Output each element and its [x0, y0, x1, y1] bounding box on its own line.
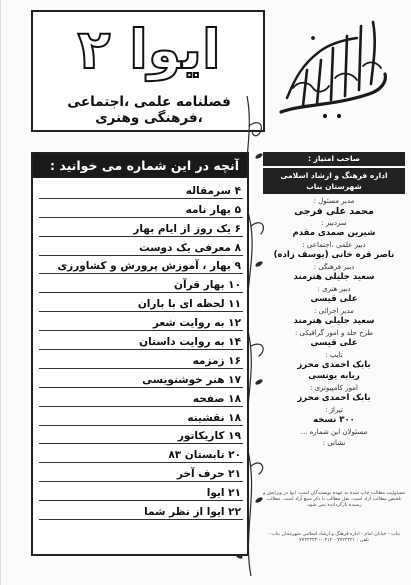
toc-item-label: ۵ بهار نامه: [183, 204, 241, 216]
toc-item-label: ۱۱ لحظه ای با باران: [135, 298, 241, 310]
toc-item: [39, 407, 243, 426]
toc-item: [39, 350, 243, 369]
toc-item-label: ۴ سرمقاله: [183, 185, 241, 197]
credits-footer-line: مسئولان این شماره ...: [300, 428, 368, 436]
toc-item: [39, 256, 243, 275]
credit-name: علی قیسی: [310, 338, 358, 348]
toc-item-label: ۱۸ نقشینه: [184, 412, 241, 424]
credit-name: بابک احمدی محرز: [297, 360, 371, 370]
credit-name: محمد علی فرجی: [294, 206, 374, 217]
toc-item: [39, 199, 243, 218]
toc-item-label: ۱۴ به روایت داستان: [136, 336, 241, 348]
toc-item: [39, 218, 243, 237]
credit-role: مدیر مسئول :: [313, 197, 355, 205]
toc-item-label: ۲۲ ایوا از نظر شما: [141, 506, 241, 518]
credits-entries: [263, 196, 405, 426]
toc-item: [39, 293, 243, 312]
toc-item-label: ۹ بهار ، آموزش پرورش و کشاورزی: [55, 260, 241, 272]
credit-role: طرح جلد و امور گرافیکی :: [294, 329, 374, 337]
credit-name: علی قیسی: [310, 294, 358, 304]
credit-role: دبیر فرهنگی :: [313, 263, 355, 271]
credits-notes-label: نشانی :: [322, 439, 346, 447]
credit-role: تیراژ :: [325, 406, 343, 414]
magazine-subtitle: فصلنامه علمی ،اجتماعی ،فرهنگی وهنری: [67, 94, 231, 126]
credit-name: ربابه یونسی: [308, 371, 360, 381]
calligraphy-icon: [273, 8, 395, 126]
toc-item: [39, 501, 243, 520]
credit-role: مدیر اجرائی :: [314, 307, 354, 315]
toc-item: [39, 312, 243, 331]
toc-item-label: ۶ یک روز از ایام بهار: [130, 223, 241, 235]
credit-role: دبیر علمی ،اجتماعی :: [302, 241, 366, 249]
toc-item-label: ۱۰ بهار قرآن: [171, 279, 241, 291]
credit-role: سردبیر :: [321, 219, 347, 227]
toc-item: [39, 274, 243, 293]
toc-item-label: ۲۱ حرف آخر: [174, 468, 241, 480]
credit-role: تایپ :: [325, 351, 343, 359]
toc-item-label: ۱۲ به روایت شعر: [150, 317, 241, 329]
magazine-logo: ایوا ۲: [77, 18, 221, 81]
credits-address: بناب - خیابان امام - اداره فرهنگ و ارشاد اسلامی شهرستان بناب - تلفن : ۷۷۲۴۴۲۱ - ۰۴۱۲ - ۷۷۲۴۴۲۲: [267, 532, 401, 543]
credits-owner-label: صاحب امتیاز :: [263, 152, 405, 166]
toc-item-label: ۱۶ زمزمه: [190, 355, 241, 367]
credit-name: ناصر قره خانی (یوسف زاده): [273, 250, 395, 260]
toc-item: [39, 388, 243, 407]
credit-name: سعید جلیلی هنرمند: [293, 316, 375, 326]
toc-item-label: ۲۰ تابستان ۸۳: [165, 449, 241, 461]
toc-item-label: ۸ معرفی یک دوست: [136, 242, 241, 254]
toc-item: [39, 482, 243, 501]
toc-item: [39, 444, 243, 463]
bismillah-calligraphy: [273, 8, 395, 126]
credits-owner-org: اداره فرهنگ و ارشاد اسلامی شهرستان بناب: [263, 168, 405, 194]
credit-name: سعید جلیلی هنرمند: [293, 272, 375, 282]
credits-panel: [263, 152, 405, 492]
toc-item: [39, 369, 243, 388]
toc-item: [39, 331, 243, 350]
credit-role: امور کامپیوتری :: [310, 384, 358, 392]
toc-item: [39, 463, 243, 482]
toc-header: آنچه در این شماره می خوانید :: [33, 154, 247, 178]
toc-item-label: ۱۸ صفحه: [190, 393, 241, 405]
toc-list: [39, 180, 243, 520]
credit-name: شیرین صمدی مقدم: [292, 228, 376, 238]
credits-notes: مسئولیت مطالب چاپ شده به عهده نویسندگان است. ایوا در ویرایش و تلخیص مطالب آزاد است. نقل مطالب با ذکر منبع آزاد است. مطالب رسیده بازگردانده نمی شود.: [263, 491, 405, 509]
toc-item-label: ۱۷ هنر خوشنویسی: [139, 374, 241, 386]
toc-item-label: ۲۱ ایوا: [204, 487, 241, 499]
credit-name: ۳۰۰ نسخه: [313, 415, 355, 425]
table-of-contents: [31, 152, 249, 556]
toc-item: [39, 426, 243, 445]
credit-name: بابک احمدی محرز: [297, 393, 371, 403]
credit-role: دبیر هنری :: [317, 285, 351, 293]
toc-item-label: ۱۹ کاریکاتور: [175, 430, 241, 442]
toc-item: [39, 180, 243, 199]
toc-item: [39, 237, 243, 256]
